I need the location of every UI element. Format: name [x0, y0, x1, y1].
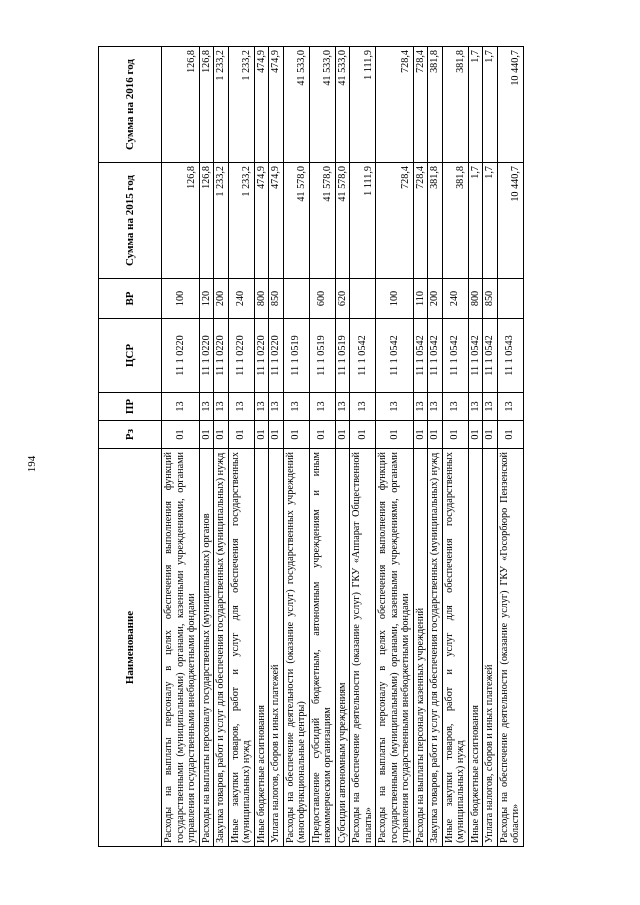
cell-name: Закупка товаров, работ и услуг для обеспечения государственных (муниципальных) нужд	[428, 449, 443, 847]
cell-name: Иные бюджетные ассигнования	[254, 449, 269, 847]
cell-rz: 01	[309, 421, 335, 449]
cell-name: Субсидии автономным учреждениям	[335, 449, 350, 847]
cell-vr: 850	[269, 279, 284, 319]
cell-sum-2015: 1 233,2	[214, 163, 229, 279]
table-row	[350, 47, 376, 847]
cell-pr: 13	[468, 393, 483, 421]
cell-sum-2016: 41 533,0	[309, 47, 335, 163]
cell-csr: 11 1 0542	[483, 319, 498, 393]
cell-rz: 01	[254, 421, 269, 449]
cell-sum-2015: 126,8	[162, 163, 200, 279]
table-row	[254, 47, 269, 847]
cell-rz: 01	[214, 421, 229, 449]
page-number: 194	[26, 455, 38, 473]
cell-pr: 13	[162, 393, 200, 421]
table-row	[376, 47, 414, 847]
cell-name: Расходы на выплаты персоналу казенных учреждений	[413, 449, 428, 847]
cell-sum-2015: 10 440,7	[497, 163, 523, 279]
cell-sum-2016: 41 533,0	[283, 47, 309, 163]
cell-pr: 13	[428, 393, 443, 421]
cell-csr: 11 1 0542	[376, 319, 414, 393]
cell-csr: 11 1 0519	[335, 319, 350, 393]
cell-name: Иные закупки товаров, работ и услуг для обеспечения государственных (муниципальных) нужд	[228, 449, 254, 847]
cell-sum-2016: 41 533,0	[335, 47, 350, 163]
cell-csr: 11 1 0220	[254, 319, 269, 393]
cell-sum-2015: 381,8	[442, 163, 468, 279]
cell-name: Расходы на обеспечение деятельности (оказание услуг) ГКУ «Аппарат Общественной палаты»	[350, 449, 376, 847]
cell-sum-2016: 1 233,2	[214, 47, 229, 163]
cell-rz: 01	[468, 421, 483, 449]
table-row	[162, 47, 200, 847]
budget-table	[98, 46, 524, 847]
cell-pr: 13	[350, 393, 376, 421]
cell-vr: 800	[468, 279, 483, 319]
cell-pr: 13	[254, 393, 269, 421]
cell-csr: 11 1 0542	[468, 319, 483, 393]
cell-vr: 110	[413, 279, 428, 319]
table-row	[468, 47, 483, 847]
cell-rz: 01	[497, 421, 523, 449]
cell-pr: 13	[214, 393, 229, 421]
cell-name: Иные бюджетные ассигнования	[468, 449, 483, 847]
header-vr: ВР	[99, 279, 162, 319]
cell-csr: 11 1 0542	[428, 319, 443, 393]
cell-rz: 01	[428, 421, 443, 449]
cell-sum-2016: 1,7	[468, 47, 483, 163]
cell-vr	[283, 279, 309, 319]
cell-csr: 11 1 0220	[162, 319, 200, 393]
cell-sum-2015: 126,8	[199, 163, 214, 279]
cell-sum-2015: 41 578,0	[309, 163, 335, 279]
table-row	[283, 47, 309, 847]
cell-csr: 11 1 0542	[350, 319, 376, 393]
table-row	[428, 47, 443, 847]
cell-pr: 13	[497, 393, 523, 421]
cell-pr: 13	[413, 393, 428, 421]
cell-sum-2016: 728,4	[376, 47, 414, 163]
cell-sum-2016: 126,8	[162, 47, 200, 163]
cell-csr: 11 1 0542	[442, 319, 468, 393]
cell-pr: 13	[309, 393, 335, 421]
header-sum-2016: Сумма на 2016 год	[99, 47, 162, 163]
cell-sum-2015: 474,9	[269, 163, 284, 279]
cell-vr: 800	[254, 279, 269, 319]
cell-csr: 11 1 0220	[199, 319, 214, 393]
cell-sum-2016: 1 111,9	[350, 47, 376, 163]
cell-pr: 13	[335, 393, 350, 421]
cell-sum-2016: 126,8	[199, 47, 214, 163]
cell-pr: 13	[376, 393, 414, 421]
cell-sum-2015: 381,8	[428, 163, 443, 279]
cell-name: Закупка товаров, работ и услуг для обеспечения государственных (муниципальных) нужд	[214, 449, 229, 847]
cell-name: Расходы на выплаты персоналу в целях обеспечения выполнения функций государственными (муниципальными) органами, казенными учреждениями, органами управления государственными внебюджетными фондами	[376, 449, 414, 847]
cell-vr: 620	[335, 279, 350, 319]
table-row	[497, 47, 523, 847]
cell-rz: 01	[413, 421, 428, 449]
cell-pr: 13	[269, 393, 284, 421]
cell-csr: 11 1 0519	[283, 319, 309, 393]
cell-pr: 13	[442, 393, 468, 421]
table-row	[483, 47, 498, 847]
rotated-table-container	[98, 47, 558, 847]
table-body	[162, 47, 524, 847]
cell-sum-2016: 381,8	[442, 47, 468, 163]
cell-sum-2015: 41 578,0	[283, 163, 309, 279]
cell-vr: 850	[483, 279, 498, 319]
cell-rz: 01	[350, 421, 376, 449]
cell-pr: 13	[199, 393, 214, 421]
cell-pr: 13	[483, 393, 498, 421]
table-row	[214, 47, 229, 847]
table-row	[228, 47, 254, 847]
table-row	[335, 47, 350, 847]
cell-sum-2015: 1 111,9	[350, 163, 376, 279]
cell-name: Расходы на обеспечение деятельности (оказание услуг) государственных учреждений (многофункциональные центры)	[283, 449, 309, 847]
cell-vr: 240	[442, 279, 468, 319]
cell-sum-2016: 474,9	[254, 47, 269, 163]
cell-sum-2015: 1,7	[468, 163, 483, 279]
cell-sum-2015: 1,7	[483, 163, 498, 279]
cell-name: Иные закупки товаров, работ и услуг для обеспечения государственных (муниципальных) нужд	[442, 449, 468, 847]
cell-sum-2015: 728,4	[413, 163, 428, 279]
cell-rz: 01	[199, 421, 214, 449]
cell-csr: 11 1 0220	[228, 319, 254, 393]
cell-rz: 01	[442, 421, 468, 449]
cell-vr: 200	[214, 279, 229, 319]
cell-pr: 13	[283, 393, 309, 421]
cell-csr: 11 1 0519	[309, 319, 335, 393]
table-row	[309, 47, 335, 847]
cell-rz: 01	[376, 421, 414, 449]
table-header-row	[99, 47, 162, 847]
cell-name: Предоставление субсидий бюджетным, автономным учреждениям и иным некоммерческим организациям	[309, 449, 335, 847]
cell-name: Уплата налогов, сборов и иных платежей	[269, 449, 284, 847]
cell-sum-2016: 1 233,2	[228, 47, 254, 163]
cell-pr: 13	[228, 393, 254, 421]
cell-rz: 01	[228, 421, 254, 449]
table-row	[413, 47, 428, 847]
header-pr: ПР	[99, 393, 162, 421]
cell-sum-2015: 1 233,2	[228, 163, 254, 279]
cell-csr: 11 1 0220	[269, 319, 284, 393]
cell-rz: 01	[283, 421, 309, 449]
header-csr: ЦСР	[99, 319, 162, 393]
cell-sum-2016: 1,7	[483, 47, 498, 163]
cell-sum-2015: 474,9	[254, 163, 269, 279]
table-row	[269, 47, 284, 847]
cell-csr: 11 1 0220	[214, 319, 229, 393]
cell-sum-2016: 728,4	[413, 47, 428, 163]
cell-csr: 11 1 0542	[413, 319, 428, 393]
cell-rz: 01	[483, 421, 498, 449]
header-rz: Рз	[99, 421, 162, 449]
cell-sum-2015: 728,4	[376, 163, 414, 279]
table-row	[442, 47, 468, 847]
cell-sum-2016: 381,8	[428, 47, 443, 163]
header-name: Наименование	[99, 449, 162, 847]
cell-rz: 01	[269, 421, 284, 449]
cell-name: Уплата налогов, сборов и иных платежей	[483, 449, 498, 847]
cell-name: Расходы на обеспечение деятельности (оказание услуг) ГКУ «Госорбюро Пензенской области»	[497, 449, 523, 847]
cell-vr: 600	[309, 279, 335, 319]
cell-csr: 11 1 0543	[497, 319, 523, 393]
cell-vr	[497, 279, 523, 319]
cell-name: Расходы на выплаты персоналу государственных (муниципальных) органов	[199, 449, 214, 847]
cell-sum-2015: 41 578,0	[335, 163, 350, 279]
cell-rz: 01	[162, 421, 200, 449]
cell-rz: 01	[335, 421, 350, 449]
cell-sum-2016: 10 440,7	[497, 47, 523, 163]
cell-vr: 120	[199, 279, 214, 319]
cell-vr: 240	[228, 279, 254, 319]
header-sum-2015: Сумма на 2015 год	[99, 163, 162, 279]
cell-vr: 100	[162, 279, 200, 319]
cell-vr	[350, 279, 376, 319]
cell-vr: 100	[376, 279, 414, 319]
cell-vr: 200	[428, 279, 443, 319]
cell-name: Расходы на выплаты персоналу в целях обеспечения выполнения функций государственными (муниципальными) органами, казенными учреждениями, органами управления государственными внебюджетными фондами	[162, 449, 200, 847]
table-row	[199, 47, 214, 847]
cell-sum-2016: 474,9	[269, 47, 284, 163]
